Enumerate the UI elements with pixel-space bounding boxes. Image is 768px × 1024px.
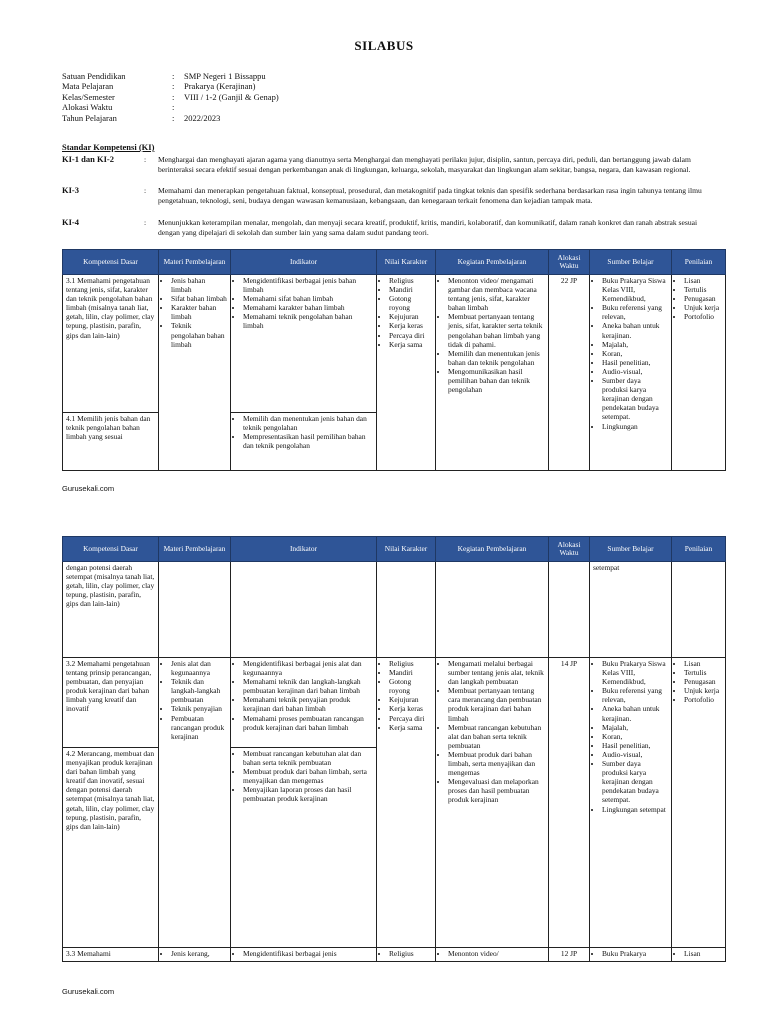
kegiatan-cell xyxy=(436,948,549,962)
list-item: • Membuat produk dari bahan limbah, serta menyajikan dan mengemas xyxy=(448,750,545,777)
header-nilai: Nilai Karakter xyxy=(377,537,436,562)
list-item: • Religius xyxy=(389,949,432,958)
list-item: • Lisan xyxy=(684,949,722,958)
empty-cell xyxy=(436,562,549,658)
nilai-cell xyxy=(377,948,436,962)
list-item: • Memahami teknik dan langkah-langkah pembuatan kerajinan dari bahan limbah xyxy=(243,677,373,695)
list-item: • Percaya diri xyxy=(389,331,432,340)
kd-cell: 4.1 Memilih jenis bahan dan teknik pengolahan bahan limbah yang sesuai xyxy=(63,413,159,471)
kd-cell: 3.3 Memahami xyxy=(63,948,159,962)
list-item: • Memahami teknik penyajian produk kerajinan dari bahan limbah xyxy=(243,695,373,713)
list-item: • Kejujuran xyxy=(389,695,432,704)
header-kegiatan: Kegiatan Pembelajaran xyxy=(436,537,549,562)
list-item: • Gotong royong xyxy=(389,677,432,695)
list-item: • Buku Prakarya Siswa Kelas VIII, Kemendikbud, xyxy=(602,276,668,303)
list-item: • Religius xyxy=(389,659,432,668)
list-item: • Lisan xyxy=(684,276,722,285)
syllabus-table-1 xyxy=(62,249,726,471)
syllabus-table-2 xyxy=(62,536,726,962)
info-key: Mata Pelajaran xyxy=(62,81,114,92)
kd-cell: 3.1 Memahami pengetahuan tentang jenis, sifat, karakter dan teknik pengolahan bahan limbah (misalnya tanah liat, getah, lilin, clay polimer, clay tepung, plastisin, parafin, gips dan lain-lain) xyxy=(63,275,159,413)
list-item: • Mengevaluasi dan melaporkan proses dan hasil pembuatan produk kerajinan xyxy=(448,777,545,804)
list-item: • Buku referensi yang relevan, xyxy=(602,686,668,704)
penilaian-cell xyxy=(672,658,726,948)
info-key: Tahun Pelajaran xyxy=(62,112,117,123)
header-nilai: Nilai Karakter xyxy=(377,250,436,275)
indikator-cell xyxy=(231,275,377,413)
list-item: • Tertulis xyxy=(684,285,722,294)
list-item: • Aneka bahan untuk kerajinan. xyxy=(602,704,668,722)
list-item: • Mengidentifikasi berbagai jenis xyxy=(243,949,373,958)
footer-source: Gurusekali.com xyxy=(62,987,115,996)
list-item: • Tertulis xyxy=(684,668,722,677)
list-item: • Mengidentifikasi berbagai jenis alat dan kegunaannya xyxy=(243,659,373,677)
list-item: • Portofolio xyxy=(684,312,722,321)
materi-cell xyxy=(159,658,231,948)
list-item: • Audio-visual, xyxy=(602,367,668,376)
empty-cell xyxy=(377,562,436,658)
nilai-cell xyxy=(377,658,436,948)
list-item: • Unjuk kerja xyxy=(684,303,722,312)
header-sumber: Sumber Belajar xyxy=(590,250,672,275)
list-item: • Kerja sama xyxy=(389,723,432,732)
penilaian-cell xyxy=(672,948,726,962)
header-penilaian: Penilaian xyxy=(672,537,726,562)
ki-text: Menghargai dan menghayati ajaran agama yang dianutnya serta Menghargai dan menghayati perilaku jujur, disiplin, santun, percaya diri, peduli, dan bertanggung jawab dalam berinteraksi secara efektif sesuai dengan perkembangan anak di lingkungan, keluarga, sekolah, masyarakat dan lingkungan alam sekitar, bangsa, negara, dan kawasan regional. xyxy=(158,155,691,174)
list-item: • Mengomunikasikan hasil pemilihan bahan dan teknik pengolahan xyxy=(448,367,545,394)
header-alokasi: Alokasi Waktu xyxy=(549,250,590,275)
kegiatan-cell xyxy=(436,275,549,471)
info-row: Alokasi Waktu : xyxy=(62,102,175,113)
list-item: • Kerja sama xyxy=(389,340,432,349)
ki-label: KI-4 xyxy=(62,217,79,227)
info-value: VIII / 1-2 (Ganjil & Genap) xyxy=(184,91,279,102)
materi-cell xyxy=(159,275,231,471)
nilai-cell xyxy=(377,275,436,471)
table-row xyxy=(63,948,726,962)
list-item: • Aneka bahan untuk kerajinan. xyxy=(602,321,668,339)
list-item: • Memahami teknik pengolahan bahan limbah xyxy=(243,312,373,330)
alokasi-cell: 12 JP xyxy=(549,948,590,962)
kd-cell: 4.2 Merancang, membuat dan menyajikan produk kerajinan dari bahan limbah yang kreatif dan inovatif, sesuai dengan potensi daerah setempat (misalnya tanah liat, getah, lilin, clay polimer, clay tepung, plastisin, parafin, gips dan lain-lain) xyxy=(63,748,159,948)
list-item: • Percaya diri xyxy=(389,714,432,723)
list-item: • Karakter bahan limbah xyxy=(171,303,227,321)
list-item: • Audio-visual, xyxy=(602,750,668,759)
alokasi-cell: 22 JP xyxy=(549,275,590,471)
info-key: Kelas/Semester xyxy=(62,91,115,102)
indikator-cell xyxy=(231,948,377,962)
header-penilaian: Penilaian xyxy=(672,250,726,275)
list-item: • Penugasan xyxy=(684,677,722,686)
list-item: • Kerja keras xyxy=(389,321,432,330)
list-item: • Lisan xyxy=(684,659,722,668)
info-value: SMP Negeri 1 Bissappu xyxy=(184,71,266,81)
list-item: • Gotong royong xyxy=(389,294,432,312)
table-row xyxy=(63,658,726,748)
kegiatan-cell xyxy=(436,658,549,948)
list-item: • Sumber daya produksi karya kerajinan dengan pendekatan budaya setempat. xyxy=(602,376,668,421)
list-item: • Membuat rancangan kebutuhan alat dan bahan serta teknik pembuatan xyxy=(448,723,545,750)
alokasi-cell: 14 JP xyxy=(549,658,590,948)
header-kompetensi: Kompetensi Dasar xyxy=(63,537,159,562)
materi-cell xyxy=(159,948,231,962)
list-item: • Lingkungan setempat xyxy=(602,805,668,814)
header-materi: Materi Pembelajaran xyxy=(159,250,231,275)
header-materi: Materi Pembelajaran xyxy=(159,537,231,562)
empty-cell xyxy=(672,562,726,658)
list-item: • Sumber daya produksi karya kerajinan dengan pendekatan budaya setempat. xyxy=(602,759,668,804)
header-kompetensi: Kompetensi Dasar xyxy=(63,250,159,275)
list-item: • Mengidentifikasi berbagai jenis bahan limbah xyxy=(243,276,373,294)
empty-cell xyxy=(231,562,377,658)
footer-source: Gurusekali.com xyxy=(62,484,115,493)
list-item: • Teknik penyajian xyxy=(171,704,227,713)
ki-text: Memahami dan menerapkan pengetahuan faktual, konseptual, prosedural, dan metakognitif pada tingkat teknis dan spesifik sederhana berdasarkan rasa ingin tahunya tentang ilmu pengetahuan, teknologi, seni, budaya dengan wawasan kemanusiaan, kebangsaan, dan kenegaraan terkait fenomena dan kejadian tampak mata. xyxy=(158,186,702,205)
list-item: • Lingkungan xyxy=(602,422,668,431)
list-item: • Memilih dan menentukan jenis bahan dan teknik pengolahan xyxy=(243,414,373,432)
info-row: Tahun Pelajaran : 2022/2023 xyxy=(62,112,221,123)
list-item: • Jenis kerang, xyxy=(171,949,227,958)
ki-row: KI-4 : Menunjukkan keterampilan menalar, mengolah, dan menyaji secara kreatif, produktif, kritis, mandiri, kolaboratif, dan komunikatif, dalam ranah konkret dan ranah abstrak sesuai dengan yang dipelajari di sekolah dan sumber lain yang sama dalam sudut pandang teori. xyxy=(62,218,718,237)
list-item: • Teknik dan langkah-langkah pembuatan xyxy=(171,677,227,704)
sumber-cell xyxy=(590,658,672,948)
sumber-cell xyxy=(590,275,672,471)
header-alokasi: Alokasi Waktu xyxy=(549,537,590,562)
list-item: • Buku referensi yang relevan, xyxy=(602,303,668,321)
list-item: • Buku Prakarya Siswa Kelas VIII, Kemendikbud, xyxy=(602,659,668,686)
list-item: • Membuat produk dari bahan limbah, serta menyajikan dan mengemas xyxy=(243,767,373,785)
list-item: • Menonton video/ xyxy=(448,949,545,958)
header-indikator: Indikator xyxy=(231,537,377,562)
list-item: • Mempresentasikan hasil pemilihan bahan dan teknik pengolahan xyxy=(243,432,373,450)
list-item: • Memahami karakter bahan limbah xyxy=(243,303,373,312)
ki-row: KI-1 dan KI-2 : Menghargai dan menghayati ajaran agama yang dianutnya serta Menghargai dan menghayati perilaku jujur, disiplin, santun, percaya diri, peduli, dan bertanggung jawab dalam berinteraksi secara efektif sesuai dengan perkembangan anak di lingkungan, keluarga, sekolah, masyarakat dan lingkungan alam sekitar, bangsa, negara, dan kawasan regional. xyxy=(62,155,718,174)
ki-text: Menunjukkan keterampilan menalar, mengolah, dan menyaji secara kreatif, produktif, kritis, mandiri, kolaboratif, dan komunikatif, dalam ranah konkret dan ranah abstrak sesuai dengan yang dipelajari di sekolah dan sumber lain yang sama dalam sudut pandang teori. xyxy=(158,218,698,237)
kd-cell: 3.2 Memahami pengetahuan tentang prinsip perancangan, pembuatan, dan penyajian produk kerajinan dari bahan limbah yang kreatif dan inovatif xyxy=(63,658,159,748)
list-item: • Jenis bahan limbah xyxy=(171,276,227,294)
list-item: • Majalah, xyxy=(602,340,668,349)
ki-row: KI-3 : Memahami dan menerapkan pengetahuan faktual, konseptual, prosedural, dan metakognitif pada tingkat teknis dan spesifik sederhana berdasarkan rasa ingin tahunya tentang ilmu pengetahuan, teknologi, seni, budaya dengan wawasan kemanusiaan, kebangsaan, dan kenegaraan terkait fenomena dan kejadian tampak mata. xyxy=(62,186,718,205)
list-item: • Hasil penelitian, xyxy=(602,741,668,750)
list-item: • Religius xyxy=(389,276,432,285)
list-item: • Hasil penelitian, xyxy=(602,358,668,367)
list-item: • Koran, xyxy=(602,732,668,741)
list-item: • Memahami proses pembuatan rancangan produk kerajinan dari bahan limbah xyxy=(243,714,373,732)
ki-label: KI-1 dan KI-2 xyxy=(62,154,114,164)
list-item: • Memilih dan menentukan jenis bahan dan teknik pengolahan xyxy=(448,349,545,367)
list-item: • Penugasan xyxy=(684,294,722,303)
table-row xyxy=(63,275,726,413)
kd-cell: dengan potensi daerah setempat (misalnya tanah liat, getah, lilin, clay polimer, clay tepung, plastisin, parafin, gips dan lain-lain) xyxy=(63,562,159,658)
empty-cell xyxy=(549,562,590,658)
header-sumber: Sumber Belajar xyxy=(590,537,672,562)
ki-heading: Standar Kompetensi (KI) xyxy=(62,142,155,152)
list-item: • Membuat pertanyaan tentang cara merancang dan pembuatan produk kerajinan dari bahan limbah xyxy=(448,686,545,722)
list-item: • Menyajikan laporan proses dan hasil pembuatan produk kerajinan xyxy=(243,785,373,803)
table-row xyxy=(63,562,726,658)
list-item: • Pembuatan rancangan produk kerajinan xyxy=(171,714,227,741)
ki-label: KI-3 xyxy=(62,185,79,195)
info-value: 2022/2023 xyxy=(184,112,221,123)
info-row: Kelas/Semester : VIII / 1-2 (Ganjil & Genap) xyxy=(62,91,279,102)
info-row: Satuan Pendidikan : SMP Negeri 1 Bissappu xyxy=(62,71,266,81)
list-item: • Sifat bahan limbah xyxy=(171,294,227,303)
identity-block xyxy=(62,71,279,123)
indikator-cell xyxy=(231,413,377,471)
list-item: • Kejujuran xyxy=(389,312,432,321)
table-header-row xyxy=(63,250,726,275)
list-item: • Unjuk kerja xyxy=(684,686,722,695)
list-item: • Koran, xyxy=(602,349,668,358)
list-item: • Memahami sifat bahan limbah xyxy=(243,294,373,303)
list-item: • Portofolio xyxy=(684,695,722,704)
indikator-cell xyxy=(231,748,377,948)
sumber-cell xyxy=(590,948,672,962)
indikator-cell xyxy=(231,658,377,748)
list-item: • Membuat rancangan kebutuhan alat dan bahan serta teknik pembuatan xyxy=(243,749,373,767)
header-kegiatan: Kegiatan Pembelajaran xyxy=(436,250,549,275)
penilaian-cell xyxy=(672,275,726,471)
list-item: • Mandiri xyxy=(389,668,432,677)
info-key: Satuan Pendidikan xyxy=(62,71,126,81)
list-item: • Majalah, xyxy=(602,723,668,732)
list-item: • Kerja keras xyxy=(389,704,432,713)
list-item: • Jenis alat dan kegunaannya xyxy=(171,659,227,677)
info-row: Mata Pelajaran : Prakarya (Kerajinan) xyxy=(62,81,256,92)
header-indikator: Indikator xyxy=(231,250,377,275)
list-item: • Teknik pengolahan bahan limbah xyxy=(171,321,227,348)
page-title: SILABUS xyxy=(354,38,414,53)
empty-cell xyxy=(159,562,231,658)
info-key: Alokasi Waktu xyxy=(62,102,113,113)
info-value: Prakarya (Kerajinan) xyxy=(184,81,256,92)
list-item: • Mandiri xyxy=(389,285,432,294)
list-item: • Menonton video/ mengamati gambar dan membaca wacana tentang jenis, sifat, karakter bahan limbah xyxy=(448,276,545,312)
list-item: • Buku Prakarya xyxy=(602,949,668,958)
sumber-cell: setempat xyxy=(590,562,672,658)
list-item: • Mengamati melalui berbagai sumber tentang jenis alat, teknik dan langkah pembuatan xyxy=(448,659,545,686)
list-item: • Membuat pertanyaan tentang jenis, sifat, karakter serta teknik pengolahan bahan limbah yang tidak di pahami. xyxy=(448,312,545,348)
table-header-row xyxy=(63,537,726,562)
